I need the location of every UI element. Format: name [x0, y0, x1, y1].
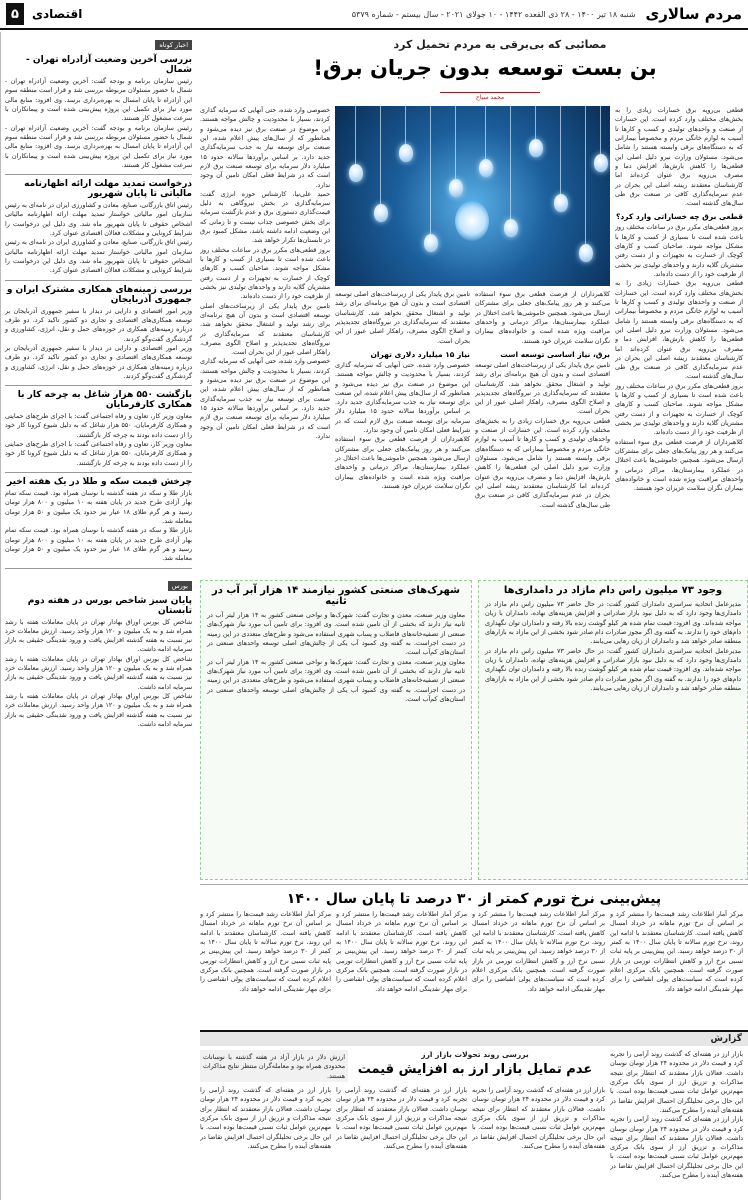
- lead-body: خصوصی وارد شده، حتی آنهایی که سرمایه گذاری کردند، بسیار با محدودیت و چالش مواجه هستند. این موضوع در صنعت برق نیز دیده می‌شود و همانطور که از سال‌های پیش اعلام شده، این صنعت برای توسعه نیاز به جذب سرمایه‌گذاری جدید دارد. بر اساس برآوردها سالانه حدود ۱۵ میلیارد دلار سرمایه برای توسعه صنعت برق لازم است که در شرایط فعلی امکان تامین آن وجود ندارد.: [200, 107, 330, 189]
- brief-headline: چرخش قیمت سکه و طلا در یک هفته اخیر: [6, 477, 192, 487]
- lead-headline: بن بست توسعه بدون جریان برق!: [313, 56, 657, 80]
- report-column: [610, 1050, 743, 1196]
- dateline: شنبه ۱۸ تیر ۱۴۰۰ - ۲۸ ذی القعده ۱۴۴۲ - ۱۰ جولای ۲۰۲۱ - سال بیستم - شماره ۵۳۷۹: [351, 9, 636, 19]
- inflation-column: [200, 910, 331, 1026]
- industrial-water-box: [200, 580, 472, 880]
- lead-body: کلاهبرداران از فرصت قطعی برق سوء استفاده می‌کنند و هر روز پیامک‌های جعلی برای مشترکان ارسال می‌شود. همچنین خاموشی‌ها باعث اختلال در عملکرد بیمارستان‌ها، مراکز درمانی و واحدهای مراقبت ویژه شده است و خانواده‌های بیماران نگران سلامت عزیزان خود هستند.: [335, 436, 470, 490]
- brief-headline: بررسی زمینه‌های همکاری مشترک ایران و جمهوری آذربایجان: [6, 284, 192, 305]
- brief-body: رئیس سازمان برنامه و بودجه گفت: آخرین وضعیت آزادراه تهران - شمال با حضور مسئولان مربوطه بررسی شد و قرار است منطقه سوم این آزادراه تا پایان امسال به بهره‌برداری برسد. وی افزود: منابع مالی مورد نیاز برای تکمیل این پروژه پیش‌بینی شده است و پیمانکاران با سرعت مشغول کار هستند.: [5, 78, 192, 123]
- lead-kicker: مصائبی که بی‌برقی به مردم تحمیل کرد: [393, 38, 607, 51]
- lead-body: تامین برق پایدار یکی از زیرساخت‌های اصلی توسعه اقتصادی است و بدون آن هیچ برنامه‌ای برای رشد تولید و اشتغال محقق نخواهد شد. کارشناسان معتقدند که سرمایه‌گذاری در نیروگاه‌های تجدیدپذیر و اصلاح الگوی مصرف، راهکار اصلی عبور از این بحران است.: [475, 361, 610, 416]
- report-column: [336, 1086, 467, 1196]
- report-body: بازار ارز در هفته‌ای که گذشت روند آرامی را تجربه کرد و قیمت دلار در محدوده ۲۴ هزار تومان نوسان داشت. فعالان بازار معتقدند که انتظار برای نتیجه مذاکرات و تزریق ارز از سوی بانک مرکزی مهم‌ترین عوامل ثبات نسبی قیمت‌ها بوده است. با این حال برخی تحلیلگران احتمال افزایش تقاضا در هفته‌های آینده را مطرح می‌کنند.: [610, 1051, 743, 1114]
- inflation-body: مرکز آمار اطلاعات رشد قیمت‌ها را منتشر کرد و بر اساس آن نرخ تورم ماهانه در خرداد امسال کاهش یافته است. کارشناسان معتقدند با ادامه این روند، نرخ تورم سالانه تا پایان سال ۱۴۰۰ به کمتر از ۳۰ درصد خواهد رسید. این پیش‌بینی بر پایه ثبات نسبی نرخ ارز و کاهش انتظارات تورمی در بازار صورت گرفته است. همچنین بانک مرکزی اعلام کرده است که سیاست‌های پولی انقباضی را برای مهار نقدینگی ادامه خواهد داد.: [200, 911, 331, 993]
- lead-body: قطعی بی‌رویه برق خسارات زیادی را به بخش‌های مختلف وارد کرده است. این خسارات از صنعت و واحدهای تولیدی و کسب و کارها تا آسیب به لوازم خانگی مردم و مخصوصاً بیمارانی که به دستگاه‌های برقی وابسته هستند را شامل می‌شود. مسئولان وزارت نیرو دلیل اصلی این قطعی‌ها را کاهش بارش‌ها، افزایش دما و مصرف بی‌رویه برق عنوان کرده‌اند اما کارشناسان معتقدند ریشه اصلی این بحران در عدم سرمایه‌گذاری کافی در صنعت برق طی سال‌های گذشته است.: [615, 280, 743, 381]
- industrial-water-body: معاون وزیر صنعت، معدن و تجارت گفت: شهرک‌ها و نواحی صنعتی کشور به ۱۴ هزار لیتر آب در ثانیه نیاز دارند که بخشی از آن تامین شده است. وی افزود: برای تامین آب مورد نیاز شهرک‌های صنعتی از تصفیه‌خانه‌های فاضلاب و پساب شهری استفاده می‌شود و طرح‌های متعددی در این زمینه در دست اجراست. به گفته وی کمبود آب یکی از چالش‌های اصلی توسعه واحدهای صنعتی در استان‌های کم‌آب است.: [207, 612, 465, 657]
- industrial-water-headline: شهرک‌های صنعتی کشور نیازمند ۱۴ هزار آبر آب در ثانیه: [212, 585, 460, 607]
- brief-body: رئیس سازمان برنامه و بودجه گفت: آخرین وضعیت آزادراه تهران - شمال با حضور مسئولان مربوطه بررسی شد و قرار است منطقه سوم این آزادراه تا پایان امسال به بهره‌برداری برسد. وی افزود: منابع مالی مورد نیاز برای تکمیل این پروژه پیش‌بینی شده است و پیمانکاران با سرعت مشغول کار هستند.: [5, 124, 192, 169]
- brief-headline: بررسی آخرین وضعیت آزادراه تهران - شمال: [26, 55, 192, 75]
- lead-column-right: [615, 106, 743, 574]
- report-column: [472, 1086, 605, 1196]
- livestock-body: مدیرعامل اتحادیه سراسری دامداران کشور گفت: در حال حاضر ۷۳ میلیون راس دام مازاد در دامداری‌ها وجود دارد که به دلیل نبود بازار صادراتی و افزایش هزینه‌های نهاده، دامداران با زیان مواجه شده‌اند. وی افزود: قیمت تمام شده هر کیلو گوشت زنده بالا رفته و دامداران توان نگهداری دام‌های خود را ندارند. به گفته وی اگر مجوز صادرات دام صادر شود بخشی از این مازاد به بازارهای منطقه صادر خواهد شد و دامداران از زیان رهایی می‌یابند.: [485, 647, 741, 692]
- brief-headline: بازگشت ۵۵۰ هزار شاغل به چرخه کار با همکاری کارفرمایان: [17, 390, 192, 411]
- lead-subhead: برق، نیاز اساسی توسعه است: [500, 349, 610, 359]
- report-body: بازار ارز در هفته‌ای که گذشت روند آرامی را تجربه کرد و قیمت دلار در محدوده ۲۴ هزار تومان نوسان داشت. فعالان بازار معتقدند که انتظار برای نتیجه مذاکرات و تزریق ارز از سوی بانک مرکزی مهم‌ترین عوامل ثبات نسبی قیمت‌ها بوده است. با این حال برخی تحلیلگران احتمال افزایش تقاضا در هفته‌های آینده را مطرح می‌کنند.: [200, 1087, 331, 1150]
- lead-body: قطعی بی‌رویه برق خسارات زیادی را به بخش‌های مختلف وارد کرده است. این خسارات از صنعت و واحدهای تولیدی و کسب و کارها تا آسیب به لوازم خانگی مردم و مخصوصاً بیمارانی که به دستگاه‌های برقی وابسته هستند را شامل می‌شود. مسئولان وزارت نیرو دلیل اصلی این قطعی‌ها را کاهش بارش‌ها، افزایش دما و مصرف بی‌رویه برق عنوان کرده‌اند اما کارشناسان معتقدند ریشه اصلی این بحران در عدم سرمایه‌گذاری کافی در صنعت برق طی سال‌های گذشته است.: [615, 107, 743, 208]
- inflation-body: مرکز آمار اطلاعات رشد قیمت‌ها را منتشر کرد و بر اساس آن نرخ تورم ماهانه در خرداد امسال کاهش یافته است. کارشناسان معتقدند با ادامه این روند، نرخ تورم سالانه تا پایان سال ۱۴۰۰ به کمتر از ۳۰ درصد خواهد رسید. این پیش‌بینی بر پایه ثبات نسبی نرخ ارز و کاهش انتظارات تورمی در بازار صورت گرفته است. همچنین بانک مرکزی اعلام کرده است که سیاست‌های پولی انقباضی را برای مهار نقدینگی ادامه خواهد داد.: [610, 911, 743, 993]
- news-briefs-label: اخبار کوتاه: [155, 40, 192, 50]
- lead-body: قطعی بی‌رویه برق خسارات زیادی را به بخش‌های مختلف وارد کرده است. این خسارات از صنعت و واحدهای تولیدی و کسب و کارها تا آسیب به لوازم خانگی مردم و مخصوصاً بیمارانی که به دستگاه‌های برقی وابسته هستند را شامل می‌شود. مسئولان وزارت نیرو دلیل اصلی این قطعی‌ها را کاهش بارش‌ها، افزایش دما و مصرف بی‌رویه برق عنوان کرده‌اند اما کارشناسان معتقدند ریشه اصلی این بحران در عدم سرمایه‌گذاری کافی در صنعت برق طی سال‌های گذشته است.: [475, 417, 610, 509]
- industrial-water-body: معاون وزیر صنعت، معدن و تجارت گفت: شهرک‌ها و نواحی صنعتی کشور به ۱۴ هزار لیتر آب در ثانیه نیاز دارند که بخشی از آن تامین شده است. وی افزود: برای تامین آب مورد نیاز شهرک‌های صنعتی از تصفیه‌خانه‌های فاضلاب و پساب شهری استفاده می‌شود و طرح‌های متعددی در این زمینه در دست اجراست. به گفته وی کمبود آب یکی از چالش‌های اصلی توسعه واحدهای صنعتی در استان‌های کم‌آب است.: [207, 658, 465, 703]
- brief-body: رئیس اتاق بازرگانی، صنایع، معادن و کشاورزی ایران در نامه‌ای به رئیس سازمان امور مالیاتی خواستار تمدید مهلت ارائه اظهارنامه مالیاتی اشخاص حقوقی تا پایان شهریور ماه شد. وی دلیل این درخواست را شرایط کرونایی و مشکلات فعالان اقتصادی عنوان کرد.: [5, 202, 192, 238]
- lead-subhead: نیاز ۱۵ میلیارد دلاری تهران: [370, 349, 470, 359]
- livestock-box: [478, 580, 748, 880]
- inflation-headline: پیش‌بینی نرخ تورم کمتر از ۳۰ درصد تا پایان سال ۱۴۰۰: [200, 884, 748, 907]
- brief-headline: درخواست تمدید مهلت ارائه اظهارنامه مالیاتی تا پایان شهریور: [24, 179, 192, 200]
- report-body: بازار ارز در هفته‌ای که گذشت روند آرامی را تجربه کرد و قیمت دلار در محدوده ۲۴ هزار تومان نوسان داشت. فعالان بازار معتقدند که انتظار برای نتیجه مذاکرات و تزریق ارز از سوی بانک مرکزی مهم‌ترین عوامل ثبات نسبی قیمت‌ها بوده است. با این حال برخی تحلیلگران احتمال افزایش تقاضا در هفته‌های آینده را مطرح می‌کنند.: [610, 1116, 743, 1180]
- report-body: بازار ارز در هفته‌ای که گذشت روند آرامی را تجربه کرد و قیمت دلار در محدوده ۲۴ هزار تومان نوسان داشت. فعالان بازار معتقدند که انتظار برای نتیجه مذاکرات و تزریق ارز از سوی بانک مرکزی مهم‌ترین عوامل ثبات نسبی قیمت‌ها بوده است. با این حال برخی تحلیلگران احتمال افزایش تقاضا در هفته‌های آینده را مطرح می‌کنند.: [336, 1087, 467, 1150]
- report-lede-text: ارزش دلار در بازار آزاد در هفته گذشته با نوسانات محدودی همراه بود و معامله‌گران منتظر نتایج مذاکرات هستند.: [203, 1054, 345, 1080]
- lead-body: حمید علی‌نیا، کارشناس حوزه انرژی گفت: سرمایه‌گذاری در بخش نیروگاهی به دلیل قیمت‌گذاری دستوری برق و عدم بازگشت سرمایه برای بخش خصوصی جذاب نیست و تا زمانی که این وضعیت ادامه داشته باشد، مشکل کمبود برق در تابستان‌ها تکرار خواهد شد.: [200, 190, 330, 245]
- light-bulbs-photo: [335, 106, 610, 286]
- lead-body: بروز قطعی‌های مکرر برق در ساعات مختلف روز باعث شده است تا بسیاری از کسب و کارها با مشکل مواجه شوند. صاحبان کسب و کارهای کوچک از خسارت به تجهیزات و از دست رفتن مشتریان گلایه دارند و واحدهای تولیدی نیز بخشی از ظرفیت خود را از دست داده‌اند.: [200, 246, 330, 301]
- bourse-headline: پایان سبز شاخص بورس در هفته دوم تابستان: [27, 595, 192, 616]
- report-headline: عدم تمایل بازار ارز به افزایش قیمت: [357, 1062, 593, 1077]
- brief-body: بازار طلا و سکه در هفته گذشته با نوسان همراه بود. قیمت سکه تمام بهار آزادی طرح جدید در پایان هفته به ۱۰ میلیون و ۸۰۰ هزار تومان رسید و هر گرم طلای ۱۸ عیار نیز حدود یک میلیون و ۵۰ هزار تومان معامله شد.: [5, 527, 192, 563]
- masthead: [0, 0, 748, 30]
- livestock-body: مدیرعامل اتحادیه سراسری دامداران کشور گفت: در حال حاضر ۷۳ میلیون راس دام مازاد در دامداری‌ها وجود دارد که به دلیل نبود بازار صادراتی و افزایش هزینه‌های نهاده، دامداران با زیان مواجه شده‌اند. وی افزود: قیمت تمام شده هر کیلو گوشت زنده بالا رفته و دامداران توان نگهداری دام‌های خود را ندارند. به گفته وی اگر مجوز صادرات دام صادر شود بخشی از این مازاد به بازارهای منطقه صادر خواهد شد و دامداران از زیان رهایی می‌یابند.: [485, 601, 741, 646]
- section-tag: اقتصادی: [32, 7, 83, 21]
- inflation-column: [610, 910, 743, 1026]
- report-lede: [200, 1050, 348, 1082]
- lead-column-mid-left: [335, 290, 470, 574]
- brief-body: بازار طلا و سکه در هفته گذشته با نوسان همراه بود. قیمت سکه تمام بهار آزادی طرح جدید در پایان هفته به ۱۰ میلیون و ۸۰۰ هزار تومان رسید و هر گرم طلای ۱۸ عیار نیز حدود یک میلیون و ۵۰ هزار تومان معامله شد.: [5, 490, 192, 525]
- bourse-body: شاخص کل بورس اوراق بهادار تهران در پایان معاملات هفته با رشد همراه شد و به یک میلیون و ۱۲۰ هزار واحد رسید. ارزش معاملات خرد نیز نسبت به هفته گذشته افزایش یافت و ورود نقدینگی حقیقی به بازار سرمایه ادامه داشت.: [5, 655, 192, 691]
- report-kicker: بررسی روند تحولات بازار ارز: [421, 1050, 529, 1059]
- inflation-body: مرکز آمار اطلاعات رشد قیمت‌ها را منتشر کرد و بر اساس آن نرخ تورم ماهانه در خرداد امسال کاهش یافته است. کارشناسان معتقدند با ادامه این روند، نرخ تورم سالانه تا پایان سال ۱۴۰۰ به کمتر از ۳۰ درصد خواهد رسید. این پیش‌بینی بر پایه ثبات نسبی نرخ ارز و کاهش انتظارات تورمی در بازار صورت گرفته است. همچنین بانک مرکزی اعلام کرده است که سیاست‌های پولی انقباضی را برای مهار نقدینگی ادامه خواهد داد.: [472, 911, 605, 993]
- report-column: [200, 1086, 331, 1196]
- lead-body: کلاهبرداران از فرصت قطعی برق سوء استفاده می‌کنند و هر روز پیامک‌های جعلی برای مشترکان ارسال می‌شود. همچنین خاموشی‌ها باعث اختلال در عملکرد بیمارستان‌ها، مراکز درمانی و واحدهای مراقبت ویژه شده است و خانواده‌های بیماران نگران سلامت عزیزان خود هستند.: [615, 438, 743, 493]
- brief-body: رئیس اتاق بازرگانی، صنایع، معادن و کشاورزی ایران در نامه‌ای به رئیس سازمان امور مالیاتی خواستار تمدید مهلت ارائه اظهارنامه مالیاتی اشخاص حقوقی تا پایان شهریور ماه شد. وی دلیل این درخواست را شرایط کرونایی و مشکلات فعالان اقتصادی عنوان کرد.: [5, 239, 192, 275]
- lead-body: کلاهبرداران از فرصت قطعی برق سوء استفاده می‌کنند و هر روز پیامک‌های جعلی برای مشترکان ارسال می‌شود. همچنین خاموشی‌ها باعث اختلال در عملکرد بیمارستان‌ها، مراکز درمانی و واحدهای مراقبت ویژه شده است و خانواده‌های بیماران نگران سلامت عزیزان خود هستند.: [475, 291, 610, 345]
- bourse-body: شاخص کل بورس اوراق بهادار تهران در پایان معاملات هفته با رشد همراه شد و به یک میلیون و ۱۲۰ هزار واحد رسید. ارزش معاملات خرد نیز نسبت به هفته گذشته افزایش یافت و ورود نقدینگی حقیقی به بازار سرمایه ادامه داشت.: [5, 693, 192, 728]
- bourse-label: بورس: [168, 581, 192, 591]
- news-briefs-sidebar: [0, 32, 196, 1200]
- brief-body: معاون وزیر کار، تعاون و رفاه اجتماعی گفت: با اجرای طرح‌های حمایتی و همکاری کارفرمایان، ۵۵۰ هزار شاغل که به دلیل شیوع کرونا کار خود را از دست داده بودند به چرخه کار بازگشتند.: [5, 441, 192, 467]
- report-label: گزارش: [710, 1034, 742, 1044]
- bourse-body: شاخص کل بورس اوراق بهادار تهران در پایان معاملات هفته با رشد همراه شد و به یک میلیون و ۱۲۰ هزار واحد رسید. ارزش معاملات خرد نیز نسبت به هفته گذشته افزایش یافت و ورود نقدینگی حقیقی به بازار سرمایه ادامه داشت.: [5, 618, 192, 654]
- lead-byline: محمد سیاح: [440, 92, 540, 101]
- report-body: بازار ارز در هفته‌ای که گذشت روند آرامی را تجربه کرد و قیمت دلار در محدوده ۲۴ هزار تومان نوسان داشت. فعالان بازار معتقدند که انتظار برای نتیجه مذاکرات و تزریق ارز از سوی بانک مرکزی مهم‌ترین عوامل ثبات نسبی قیمت‌ها بوده است. با این حال برخی تحلیلگران احتمال افزایش تقاضا در هفته‌های آینده را مطرح می‌کنند.: [472, 1087, 605, 1150]
- lead-body: خصوصی وارد شده، حتی آنهایی که سرمایه گذاری کردند، بسیار با محدودیت و چالش مواجه هستند. این موضوع در صنعت برق نیز دیده می‌شود و همانطور که از سال‌های پیش اعلام شده، این صنعت برای توسعه نیاز به جذب سرمایه‌گذاری جدید دارد. بر اساس برآوردها سالانه حدود ۱۵ میلیارد دلار سرمایه برای توسعه صنعت برق لازم است که در شرایط فعلی امکان تامین آن وجود ندارد.: [200, 358, 330, 440]
- newspaper-brand: مردم سالاری: [645, 5, 742, 23]
- report-section-bar: [200, 1030, 748, 1046]
- brief-body: وزیر امور اقتصادی و دارایی در دیدار با سفیر جمهوری آذربایجان بر توسعه همکاری‌های اقتصادی و تجاری دو کشور تاکید کرد. دو طرف درباره زمینه‌های همکاری در حوزه‌های حمل و نقل، انرژی، کشاورزی و گردشگری گفت‌وگو کردند.: [5, 307, 192, 343]
- lead-body: بروز قطعی‌های مکرر برق در ساعات مختلف روز باعث شده است تا بسیاری از کسب و کارها با مشکل مواجه شوند. صاحبان کسب و کارهای کوچک از خسارت به تجهیزات و از دست رفتن مشتریان گلایه دارند و واحدهای تولیدی نیز بخشی از ظرفیت خود را از دست داده‌اند.: [615, 382, 743, 437]
- boxed-stories: [200, 580, 748, 880]
- lead-body: خصوصی وارد شده، حتی آنهایی که سرمایه گذاری کردند، بسیار با محدودیت و چالش مواجه هستند. این موضوع در صنعت برق نیز دیده می‌شود و همانطور که از سال‌های پیش اعلام شده، این صنعت برای توسعه نیاز به جذب سرمایه‌گذاری جدید دارد. بر اساس برآوردها سالانه حدود ۱۵ میلیارد دلار سرمایه برای توسعه صنعت برق لازم است که در شرایط فعلی امکان تامین آن وجود ندارد.: [335, 361, 470, 435]
- lead-body: بروز قطعی‌های مکرر برق در ساعات مختلف روز باعث شده است تا بسیاری از کسب و کارها با مشکل مواجه شوند. صاحبان کسب و کارهای کوچک از خسارت به تجهیزات و از دست رفتن مشتریان گلایه دارند و واحدهای تولیدی نیز بخشی از ظرفیت خود را از دست داده‌اند.: [615, 224, 743, 278]
- inflation-body: مرکز آمار اطلاعات رشد قیمت‌ها را منتشر کرد و بر اساس آن نرخ تورم ماهانه در خرداد امسال کاهش یافته است. کارشناسان معتقدند با ادامه این روند، نرخ تورم سالانه تا پایان سال ۱۴۰۰ به کمتر از ۳۰ درصد خواهد رسید. این پیش‌بینی بر پایه ثبات نسبی نرخ ارز و کاهش انتظارات تورمی در بازار صورت گرفته است. همچنین بانک مرکزی اعلام کرده است که سیاست‌های پولی انقباضی را برای مهار نقدینگی ادامه خواهد داد.: [336, 911, 467, 993]
- lead-column-left: [200, 106, 330, 574]
- brief-body: وزیر امور اقتصادی و دارایی در دیدار با سفیر جمهوری آذربایجان بر توسعه همکاری‌های اقتصادی و تجاری دو کشور تاکید کرد. دو طرف درباره زمینه‌های همکاری در حوزه‌های حمل و نقل، انرژی، کشاورزی و گردشگری گفت‌وگو کردند.: [5, 344, 192, 380]
- brief-body: معاون وزیر کار، تعاون و رفاه اجتماعی گفت: با اجرای طرح‌های حمایتی و همکاری کارفرمایان، ۵۵۰ هزار شاغل که به دلیل شیوع کرونا کار خود را از دست داده بودند به چرخه کار بازگشتند.: [5, 413, 192, 439]
- lead-subhead: قطعی برق چه خساراتی وارد کرد؟: [615, 212, 743, 222]
- lead-body: تامین برق پایدار یکی از زیرساخت‌های اصلی توسعه اقتصادی است و بدون آن هیچ برنامه‌ای برای رشد تولید و اشتغال محقق نخواهد شد. کارشناسان معتقدند که سرمایه‌گذاری در نیروگاه‌های تجدیدپذیر و اصلاح الگوی مصرف، راهکار اصلی عبور از این بحران است.: [335, 291, 470, 345]
- livestock-headline: وجود ۷۳ میلیون راس دام مازاد در دامداری‌ها: [503, 585, 723, 596]
- inflation-column: [336, 910, 467, 1026]
- page-number: ۵: [6, 3, 24, 25]
- inflation-column: [472, 910, 605, 1026]
- lead-body: تامین برق پایدار یکی از زیرساخت‌های اصلی توسعه اقتصادی است و بدون آن هیچ برنامه‌ای برای رشد تولید و اشتغال محقق نخواهد شد. کارشناسان معتقدند که سرمایه‌گذاری در نیروگاه‌های تجدیدپذیر و اصلاح الگوی مصرف، راهکار اصلی عبور از این بحران است.: [200, 302, 330, 357]
- lead-column-mid-right: [475, 290, 610, 574]
